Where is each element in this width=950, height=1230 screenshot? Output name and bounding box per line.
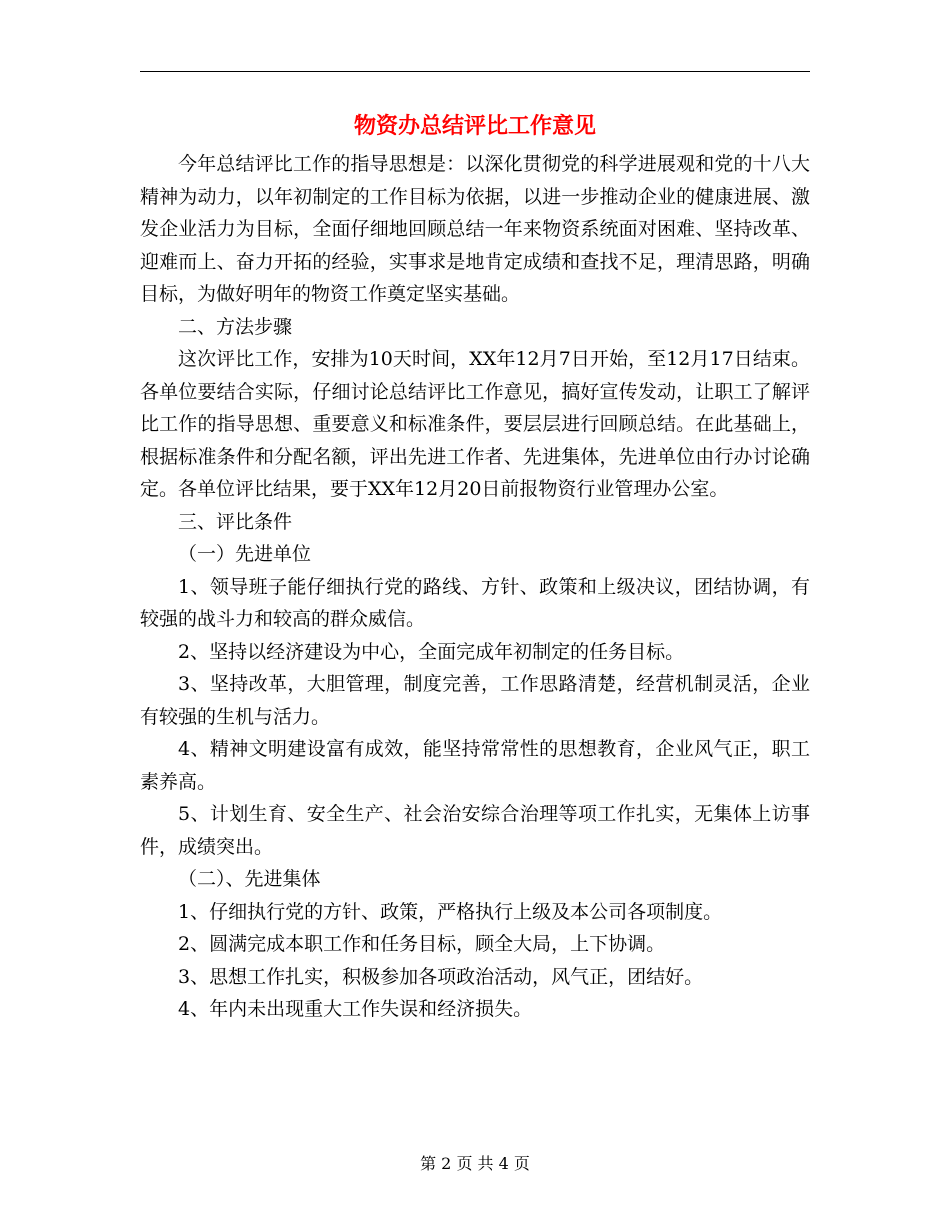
subheading-advanced-unit: （一）先进单位: [178, 543, 312, 565]
criteria-item: 3、坚持改革，大胆管理，制度完善，工作思路清楚，经营机制灵活，企业有较强的生机与活力。: [140, 673, 810, 728]
document-body: [140, 148, 810, 1026]
document-title: 物资办总结评比工作意见: [353, 113, 596, 139]
criteria-item: 4、精神文明建设富有成效，能坚持常常性的思想教育，企业风气正，职工素养高。: [140, 738, 810, 793]
header-divider: [140, 71, 810, 72]
criteria-item: 2、圆满完成本职工作和任务目标，顾全大局，上下协调。: [178, 933, 666, 955]
paragraph-methods: 这次评比工作，安排为10天时间，XX年12月7日开始，至12月17日结束。各单位要结合实际，仔细讨论总结评比工作意见，搞好宣传发动，让职工了解评比工作的指导思想、重要意义和标准条件，要层层进行回顾总结。在此基础上，根据标准条件和分配名额，评出先进工作者、先进集体，先进单位由行办讨论确定。各单位评比结果，要于XX年12月20日前报物资行业管理办公室。: [140, 348, 810, 500]
paragraph-guiding-idea: 今年总结评比工作的指导思想是：以深化贯彻党的科学进展观和党的十八大精神为动力，以年初制定的工作目标为依据，以进一步推动企业的健康进展、激发企业活力为目标，全面仔细地回顾总结一年来物资系统面对困难、坚持改革、迎难而上、奋力开拓的经验，实事求是地肯定成绩和查找不足，理清思路，明确目标，为做好明年的物资工作奠定坚实基础。: [140, 153, 810, 305]
criteria-item: 3、思想工作扎实，积极参加各项政治活动，风气正，团结好。: [178, 965, 704, 988]
section-heading-methods: 二、方法步骤: [178, 315, 293, 338]
criteria-item: 5、计划生育、安全生产、社会治安综合治理等项工作扎实，无集体上访事件，成绩突出。: [140, 803, 810, 858]
criteria-item: 2、坚持以经济建设为中心，全面完成年初制定的任务目标。: [178, 640, 685, 663]
criteria-item: 1、仔细执行党的方针、政策，严格执行上级及本公司各项制度。: [178, 900, 723, 923]
criteria-item: 1、领导班子能仔细执行党的路线、方针、政策和上级决议，团结协调，有较强的战斗力和较高的群众威信。: [140, 575, 810, 630]
section-heading-criteria: 三、评比条件: [178, 510, 293, 533]
criteria-item: 4、年内未出现重大工作失误和经济损失。: [178, 998, 533, 1020]
page-number: 第 2 页 共 4 页: [420, 1154, 530, 1173]
subheading-advanced-collective: （二）、先进集体: [178, 868, 321, 890]
